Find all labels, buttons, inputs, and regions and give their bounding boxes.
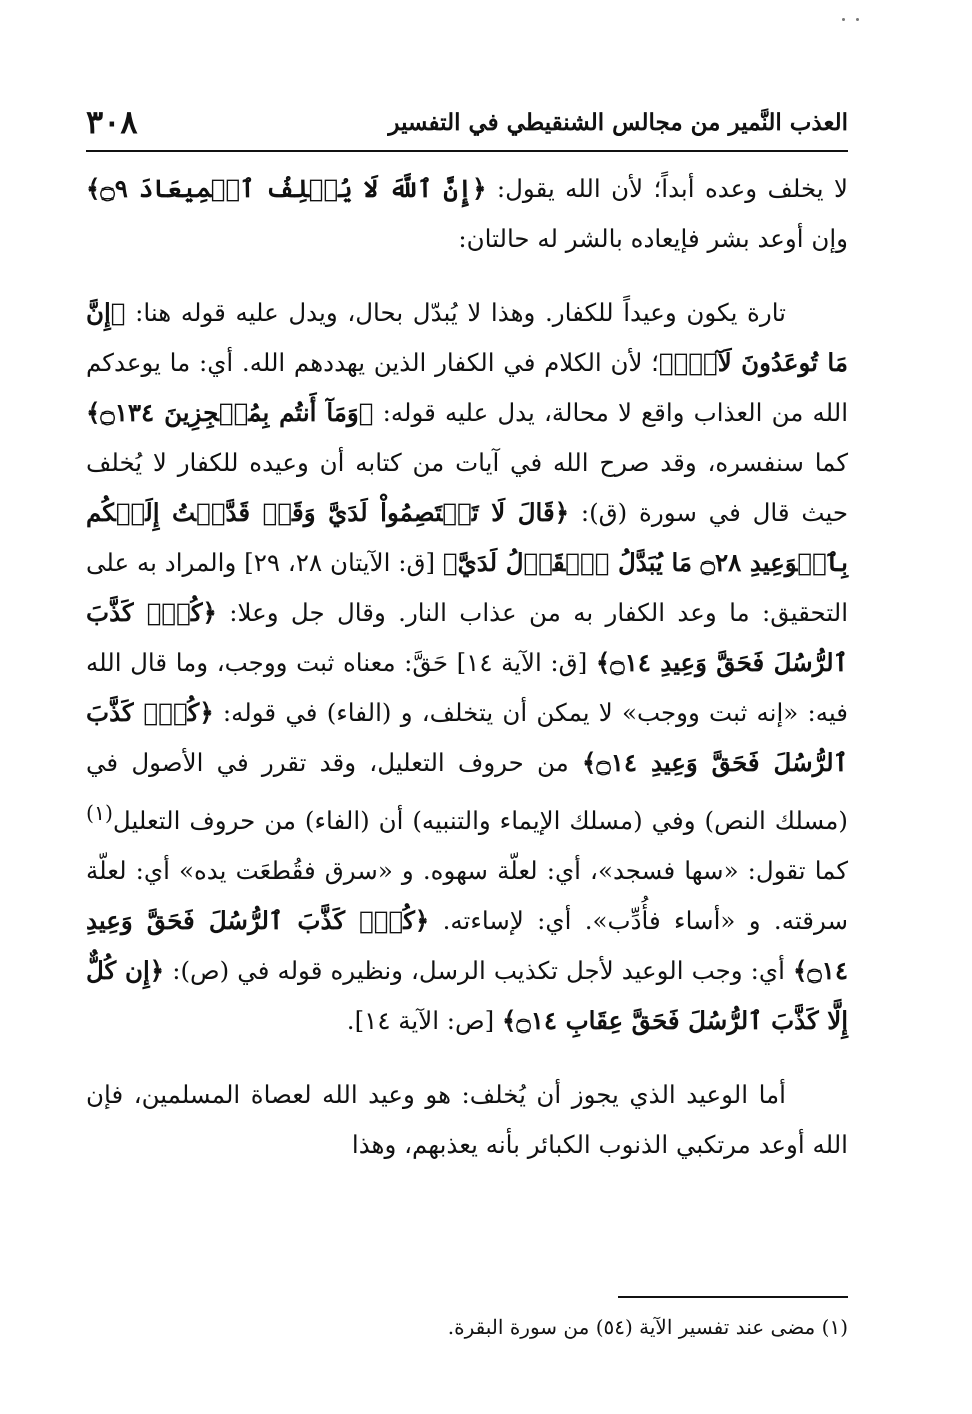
text-run: [ق: الآيتان ٢٨، ٢٩] والمراد به على التحقيق: ما وعد الكفار به من عذاب النار. وقال جل وعلا: — [86, 548, 848, 627]
text-run: من حروف التعليل، وقد تقرر في الأصول في (مسلك النص) وفي (مسلك الإيماء والتنبيه) أن (الفاء) من حروف التعليل — [86, 748, 848, 836]
footnote-reference[interactable]: (١) — [86, 801, 113, 825]
quran-verse: ﴿كُلّٞ كَذَّبَ ٱلرُّسُلَ فَحَقَّ وَعِيدِ ۝١٤﴾ — [86, 698, 848, 777]
page-header — [86, 96, 848, 148]
footnote-text: مضى عند تفسير الآية (٥٤) من سورة البقرة. — [447, 1315, 822, 1339]
paragraph-1 — [86, 164, 848, 264]
scan-speck — [842, 18, 845, 21]
paragraph-gap — [86, 264, 848, 288]
text-run: تارة يكون وعيداً للكفار. وهذا لا يُبدّل بحال، ويدل عليه قوله هنا: — [125, 298, 786, 327]
running-title: العذب النَّمير من مجالس الشنقيطي في التفسير — [388, 108, 848, 136]
quran-verse: ﴿وَمَآ أَنتُم بِمُعۡجِزِينَ ۝١٣٤﴾ — [86, 398, 374, 427]
quran-verse: ﴿إِن كُلٌّ إِلَّا كَذَّبَ ٱلرُّسُلَ فَحَقَّ عِقَابِ ۝١٤﴾ — [86, 956, 848, 1036]
text-run: [ق: الآية ١٤] حَقَّ: معناه ثبت ووجب، وما قال الله فيه: «إنه ثبت ووجب» لا يمكن أن يتخلف، و (الفاء) في قوله: — [86, 648, 848, 727]
paragraph-2 — [86, 288, 848, 1046]
text-run: وإن أوعد بشر فإيعاده بالشر له حالتان: — [458, 224, 848, 253]
body-text — [86, 164, 848, 1170]
footnote — [86, 1312, 848, 1342]
text-run: أما الوعيد الذي يجوز أن يُخلف: هو وعيد الله لعصاة المسلمين، فإن الله أوعد مرتكبي الذنوب الكبائر بأنه يعذبهم، وهذا — [86, 1080, 848, 1160]
text-run: ؛ لأن الكلام في الكفار الذين يهددهم الله. أي: ما يوعدكم الله من العذاب واقع لا محالة، يدل عليه قوله: — [86, 348, 848, 427]
quran-verse: ﴿إِنَّ مَا تُوعَدُونَ لَآتٍۖ﴾ — [86, 298, 848, 377]
footnote-marker: (١) — [821, 1315, 848, 1339]
quran-verse: ﴿كُلّٞ كَذَّبَ ٱلرُّسُلَ فَحَقَّ وَعِيدِ ۝١٤﴾ — [86, 906, 848, 986]
quran-verse: ﴿إِنَّ ٱللَّهَ لَا يُخۡلِفُ ٱلۡمِيعَادَ ۝٩﴾ — [86, 174, 487, 203]
footnote-rule — [618, 1296, 848, 1298]
text-run: [ص: الآية ١٤]. — [346, 1006, 503, 1036]
text-run: أي: وجب الوعيد لأجل تكذيب الرسل، ونظيره قوله في (ص): — [164, 956, 793, 986]
scan-speck — [856, 18, 859, 21]
paragraph-3 — [86, 1070, 848, 1170]
page-number: ٣٠٨ — [86, 103, 138, 141]
text-run: لا يخلف وعده أبداً؛ لأن الله يقول: — [486, 174, 848, 203]
text-run: كما سنفسره، وقد صرح الله في آيات من كتابه أن وعيده للكفار لا يُخلف حيث قال في سورة (ق): — [86, 448, 848, 527]
text-run: كما تقول: «سها فسجد»، أي: لعلّة سهوه. و «سرق فقُطعَت يده» أي: لعلّة سرقته. و «أساء فأُدِّب». أي: لإساءته. — [86, 856, 848, 936]
paragraph-gap — [86, 1046, 848, 1070]
header-rule — [86, 150, 848, 152]
quran-verse: ﴿كُلّٞ كَذَّبَ ٱلرُّسُلَ فَحَقَّ وَعِيدِ ۝١٤﴾ — [86, 598, 849, 677]
quran-verse: ﴿قَالَ لَا تَخۡتَصِمُواْ لَدَيَّ وَقَدۡ قَدَّمۡتُ إِلَيۡكُم بِٱلۡوَعِيدِ ۝٢٨ مَا يُبَدَّلُ ٱلۡقَوۡلُ لَدَيَّ﴾ — [86, 498, 848, 577]
